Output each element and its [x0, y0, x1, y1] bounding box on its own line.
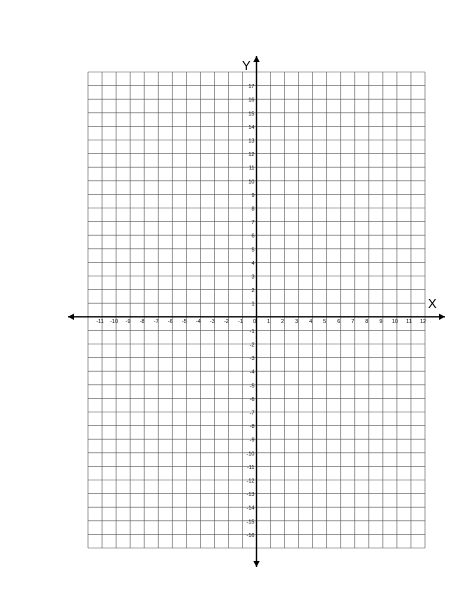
y-tick-label: 11 [248, 165, 255, 172]
y-tick-label: 12 [248, 152, 255, 159]
x-tick-label: -4 [195, 318, 201, 325]
y-tick-label: -2 [249, 342, 255, 349]
x-tick-label: -7 [153, 318, 159, 325]
x-tick-label: -8 [139, 318, 145, 325]
x-tick-label: 11 [406, 318, 412, 325]
x-tick-label: 0 [252, 318, 257, 325]
x-tick-label: -11 [96, 318, 104, 325]
x-axis-right-arrow-icon [439, 314, 445, 320]
y-tick-label: 6 [251, 233, 255, 240]
y-tick-label: -7 [249, 410, 255, 417]
y-tick-label: -5 [249, 383, 255, 390]
x-tick-label: 12 [419, 318, 427, 325]
y-tick-label: -13 [246, 492, 255, 499]
y-tick-label: 14 [248, 124, 255, 131]
axes [68, 56, 445, 567]
x-tick-label: 8 [365, 318, 369, 325]
x-tick-label: 5 [323, 318, 327, 325]
x-tick-label: 1 [267, 318, 271, 325]
y-tick-label: 16 [248, 97, 255, 104]
x-tick-label: 6 [337, 318, 341, 325]
y-tick-label: -9 [249, 437, 255, 444]
x-tick-label: -10 [110, 318, 119, 325]
y-tick-label: -6 [249, 396, 255, 403]
y-tick-label: 17 [248, 84, 255, 91]
y-tick-label: -11 [246, 464, 255, 471]
y-tick-label: 1 [251, 301, 255, 308]
x-tick-label: -5 [181, 318, 187, 325]
tick-labels [96, 84, 426, 539]
y-tick-label: 7 [251, 220, 255, 227]
x-tick-label: 10 [391, 318, 398, 325]
x-axis-label: X [428, 296, 437, 311]
y-tick-label: -16 [246, 532, 255, 539]
x-tick-label: -1 [238, 318, 243, 325]
y-tick-label: 15 [248, 111, 255, 118]
y-axis-label: Y [242, 58, 251, 73]
y-tick-label: 5 [251, 247, 255, 254]
x-tick-label: 9 [379, 318, 383, 325]
x-tick-label: -3 [209, 318, 215, 325]
y-axis-down-arrow-icon [253, 561, 259, 567]
y-tick-label: 4 [251, 260, 255, 267]
y-tick-label: -12 [246, 478, 255, 485]
x-tick-label: -6 [167, 318, 173, 325]
y-tick-label: 10 [248, 179, 255, 186]
y-tick-label: -4 [249, 369, 255, 376]
y-tick-label: -8 [249, 424, 255, 431]
y-tick-label: -15 [246, 519, 255, 526]
y-tick-label: -3 [249, 356, 255, 363]
y-axis-up-arrow-icon [253, 56, 259, 62]
y-tick-label: 8 [251, 206, 255, 213]
y-tick-label: 13 [248, 138, 255, 145]
y-tick-label: 9 [251, 192, 255, 199]
y-tick-label: -10 [246, 451, 255, 458]
y-tick-label: 3 [251, 274, 255, 281]
x-tick-label: 7 [351, 318, 355, 325]
x-tick-label: 4 [309, 318, 313, 325]
x-axis-left-arrow-icon [68, 314, 74, 320]
y-tick-label: 2 [251, 288, 255, 295]
y-tick-label: -14 [246, 505, 255, 512]
x-tick-label: -9 [125, 318, 131, 325]
x-tick-label: 3 [295, 318, 299, 325]
y-tick-label: -1 [249, 328, 255, 335]
x-tick-label: -2 [223, 318, 229, 325]
x-tick-label: 2 [281, 318, 285, 325]
